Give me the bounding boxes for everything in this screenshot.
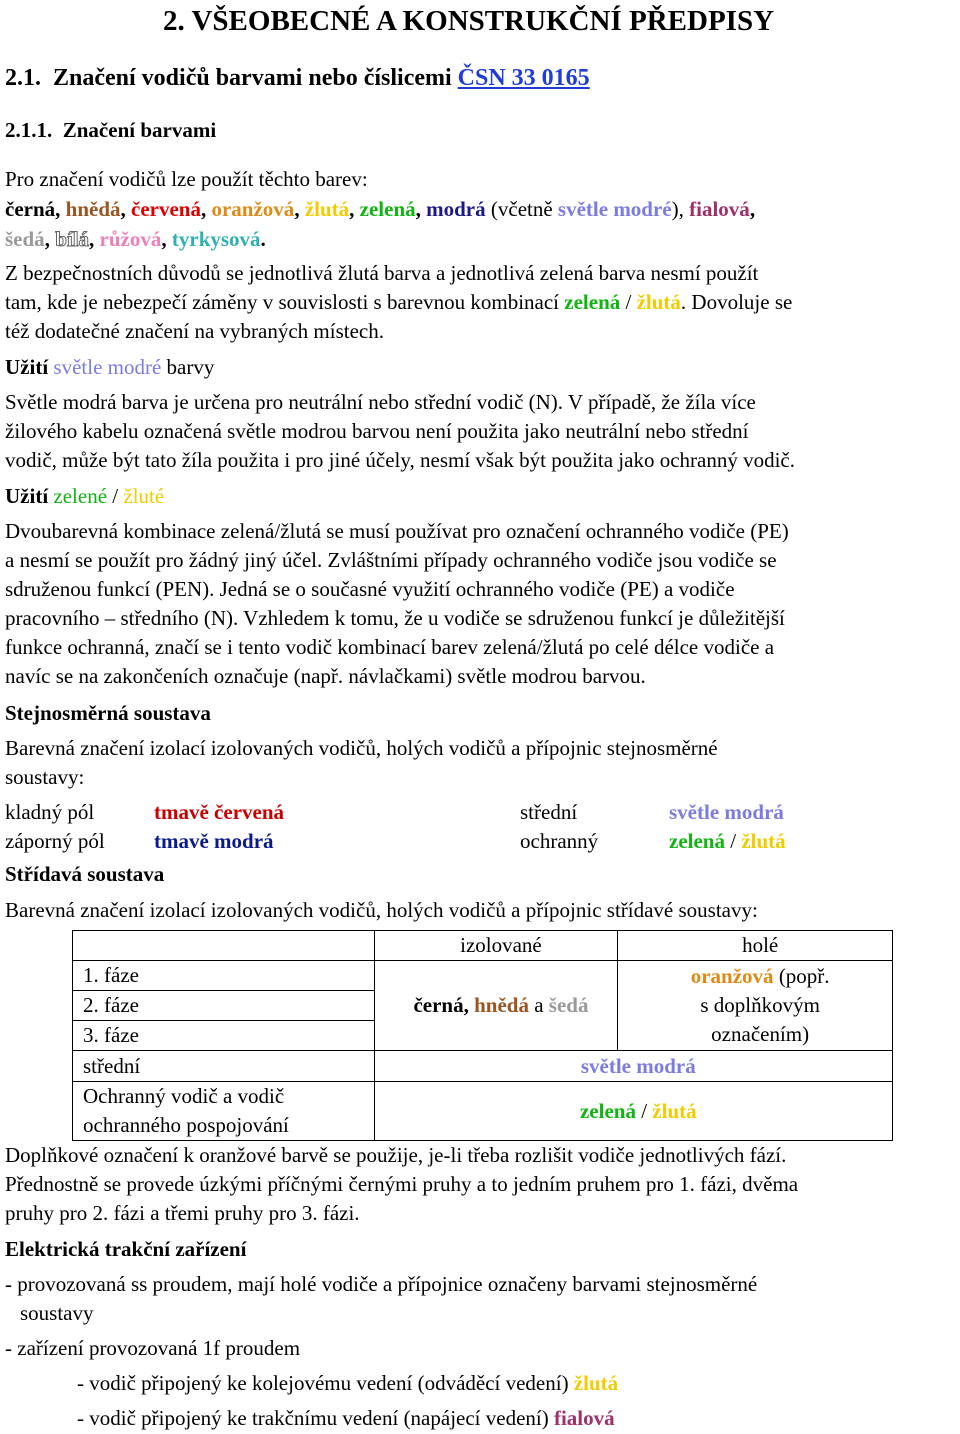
heading-word: Užití [5,484,49,508]
green-yellow-line-5: funkce ochranná, značí se i tento vodič kombinací barev zelená/žlutá po celé délce vodiče a [5,635,775,659]
color-svetle-modre: světle modré [53,355,162,379]
color-zluta: žlutá [652,1098,697,1123]
color-bila: bílá [55,227,90,251]
ac-paragraph-line-1: Doplňkové označení k oranžové barvě se použije, je-li třeba rozlišit vodiče jednotlivých fází. [5,1143,787,1167]
label-line: Ochranný vodič a vodič [83,1084,285,1108]
label-line: ochranného pospojování [83,1113,289,1137]
cell-ochranny-color: zelená / žlutá [374,1082,892,1141]
safety-line-1: Z bezpečnostních důvodů se jednotlivá žlutá barva a jednotlivá zelená barva nesmí použít [5,261,759,285]
color-cerna: černá [413,993,464,1017]
color-modra: modrá [426,197,486,221]
section-number: 2.1.1. [5,118,53,142]
color-oranzova: oranžová [690,964,774,988]
dc-line-1: Barevná značení izolací izolovaných vodičů, holých vodičů a přípojnic stejnosměrné [5,736,718,760]
color-zluta: žlutá [573,1371,619,1395]
dc-stredni-label: střední [520,800,578,824]
color-zelena: zelená [669,829,725,853]
page-heading: 2. VŠEOBECNÉ A KONSTRUKČNÍ PŘEDPISY [163,5,775,37]
section-title: Značení vodičů barvami nebo číslicemi [53,65,452,91]
color-cerna: černá [5,197,56,221]
light-blue-heading [5,353,214,382]
row-label-ochranny [73,1082,375,1141]
color-zelene: zelené [53,484,108,508]
section-title: Značení barvami [62,118,217,142]
csn-link[interactable]: ČSN 33 0165 [457,65,590,91]
color-list-line-1: černá, hnědá, červená, oranžová, žlutá, zelená, modrá (včetně světle modré), fialová, [5,197,756,221]
table-row [73,1082,893,1141]
color-zelena: zelená [579,1098,636,1123]
dc-ochranny-color: zelená / žlutá [669,829,786,853]
color-zelena: zelená [359,197,416,221]
color-ruzova: růžová [99,227,162,251]
color-zlute: žluté [123,484,165,508]
header-hole: holé [618,931,893,961]
color-seda: šedá [548,993,589,1017]
traction-heading: Elektrická trakční zařízení [5,1237,247,1261]
color-fialova: fialová [689,197,750,221]
row-label-faze-3: 3. fáze [73,1021,375,1051]
color-seda: šedá [5,227,45,251]
color-hneda: hnědá [474,993,529,1017]
cell-izolovane-faze: černá, hnědá a šedá [374,961,618,1051]
color-oranzova: oranžová [211,197,295,221]
ac-line-1: Barevná značení izolací izolovaných vodičů, holých vodičů a přípojnic střídavé soustavy: [5,898,758,922]
dc-heading: Stejnosměrná soustava [5,701,211,725]
green-yellow-line-4: pracovního – středního (N). Vzhledem k tomu, že u vodiče se sdruženou funkcí je důležitější [5,606,785,630]
traction-line-3 [77,1369,618,1398]
cell-hole-faze [618,961,893,1051]
note-text: s doplňkovým [700,993,820,1017]
dc-ochranny-label: ochranný [520,829,599,853]
safety-line-2: tam, kde je nebezpečí záměny v souvislosti s barevnou kombinací zelená / žlutá. Dovoluje se [5,290,793,314]
ac-paragraph-line-3: pruhy pro 2. fázi a třemi pruhy pro 3. fázi. [5,1201,360,1225]
traction-line-1b: soustavy [20,1301,94,1325]
section-heading-2-1 [5,63,590,93]
row-label-faze-1: 1. fáze [73,961,375,991]
safety-text-end: . Dovoluje se [680,290,793,314]
color-zluta: žlutá [741,829,786,853]
heading-word: Užití [5,355,49,379]
ac-color-table [72,930,893,1141]
table-cell [73,931,375,961]
table-row [73,1051,893,1082]
dc-stredni-color: světle modrá [669,800,784,824]
color-list-line-2: šedá, bílá, růžová, tyrkysová. [5,227,266,251]
header-izolovane: izolované [374,931,618,961]
note-text: označením) [711,1022,810,1046]
dc-kladny-color: tmavě červená [154,800,285,824]
ac-heading: Střídavá soustava [5,862,165,886]
traction-line-1: - provozovaná ss proudem, mají holé vodiče a přípojnice označeny barvami stejnosměrné [5,1272,758,1296]
table-row [73,961,893,991]
section-heading-2-1-1 [5,116,216,145]
intro-text: Pro značení vodičů lze použít těchto barev: [5,167,368,191]
safety-line-3: též dodatečné značení na vybraných místech. [5,319,384,343]
note-text: (popř. [778,964,830,988]
row-label-faze-2: 2. fáze [73,991,375,1021]
color-hneda: hnědá [65,197,121,221]
color-tyrkysova: tyrkysová [171,227,261,251]
green-yellow-heading: Užití zelené / žluté [5,484,165,508]
traction-line-4 [77,1404,615,1433]
traction-line-2: - zařízení provozovaná 1f proudem [5,1336,301,1360]
ac-paragraph-line-2: Přednostně se provede úzkými příčnými černými pruhy a to jedním pruhem pro 1. fázi, dvěma [5,1172,799,1196]
color-zelena: zelená [564,290,621,314]
dc-line-2: soustavy: [5,765,85,789]
color-zluta: žlutá [304,197,350,221]
light-blue-line-3: vodič, může být tato žíla použita i pro jiné účely, nesmí však být použita jako ochranný vodič. [5,448,796,472]
color-cervena: červená [131,197,201,221]
light-blue-line-1: Světle modrá barva je určena pro neutrální nebo střední vodič (N). V případě, že žíla více [5,390,756,414]
green-yellow-line-3: sdruženou funkcí (PEN). Jedná se o současné využití ochranného vodiče (PE) a vodiče [5,577,735,601]
color-fialova: fialová [553,1406,615,1430]
row-label-stredni: střední [73,1051,375,1082]
green-yellow-line-2: a nesmí se použít pro žádný jiný účel. Zvláštními případy ochranného vodiče jsou vodiče se [5,548,777,572]
dc-kladny-label: kladný pól [5,800,95,824]
color-svetle-modre: světle modré [557,197,672,221]
traction-text: - vodič připojený ke kolejovému vedení (odváděcí vedení) [77,1371,569,1395]
light-blue-line-2: žilového kabelu označená světle modrou barvou není použita jako neutrální nebo střední [5,419,749,443]
table-row [73,931,893,961]
dc-zaporny-color: tmavě modrá [154,829,274,853]
green-yellow-line-6: navíc se na zakončeních označuje (např. návlačkami) světle modrou barvou. [5,664,646,688]
dc-zaporny-label: záporný pól [5,829,105,853]
section-number: 2.1. [5,65,41,91]
heading-word: barvy [166,355,215,379]
green-yellow-line-1: Dvoubarevná kombinace zelená/žlutá se musí používat pro označení ochranného vodiče (PE) [5,519,789,543]
traction-text: - vodič připojený ke trakčnímu vedení (napájecí vedení) [77,1406,549,1430]
vcetne-text: (včetně [490,197,553,221]
cell-stredni-color: světle modrá [374,1051,892,1082]
and-word: a [534,993,544,1017]
safety-text: tam, kde je nebezpečí záměny v souvislosti s barevnou kombinací [5,290,560,314]
color-zluta: žlutá [636,290,681,314]
